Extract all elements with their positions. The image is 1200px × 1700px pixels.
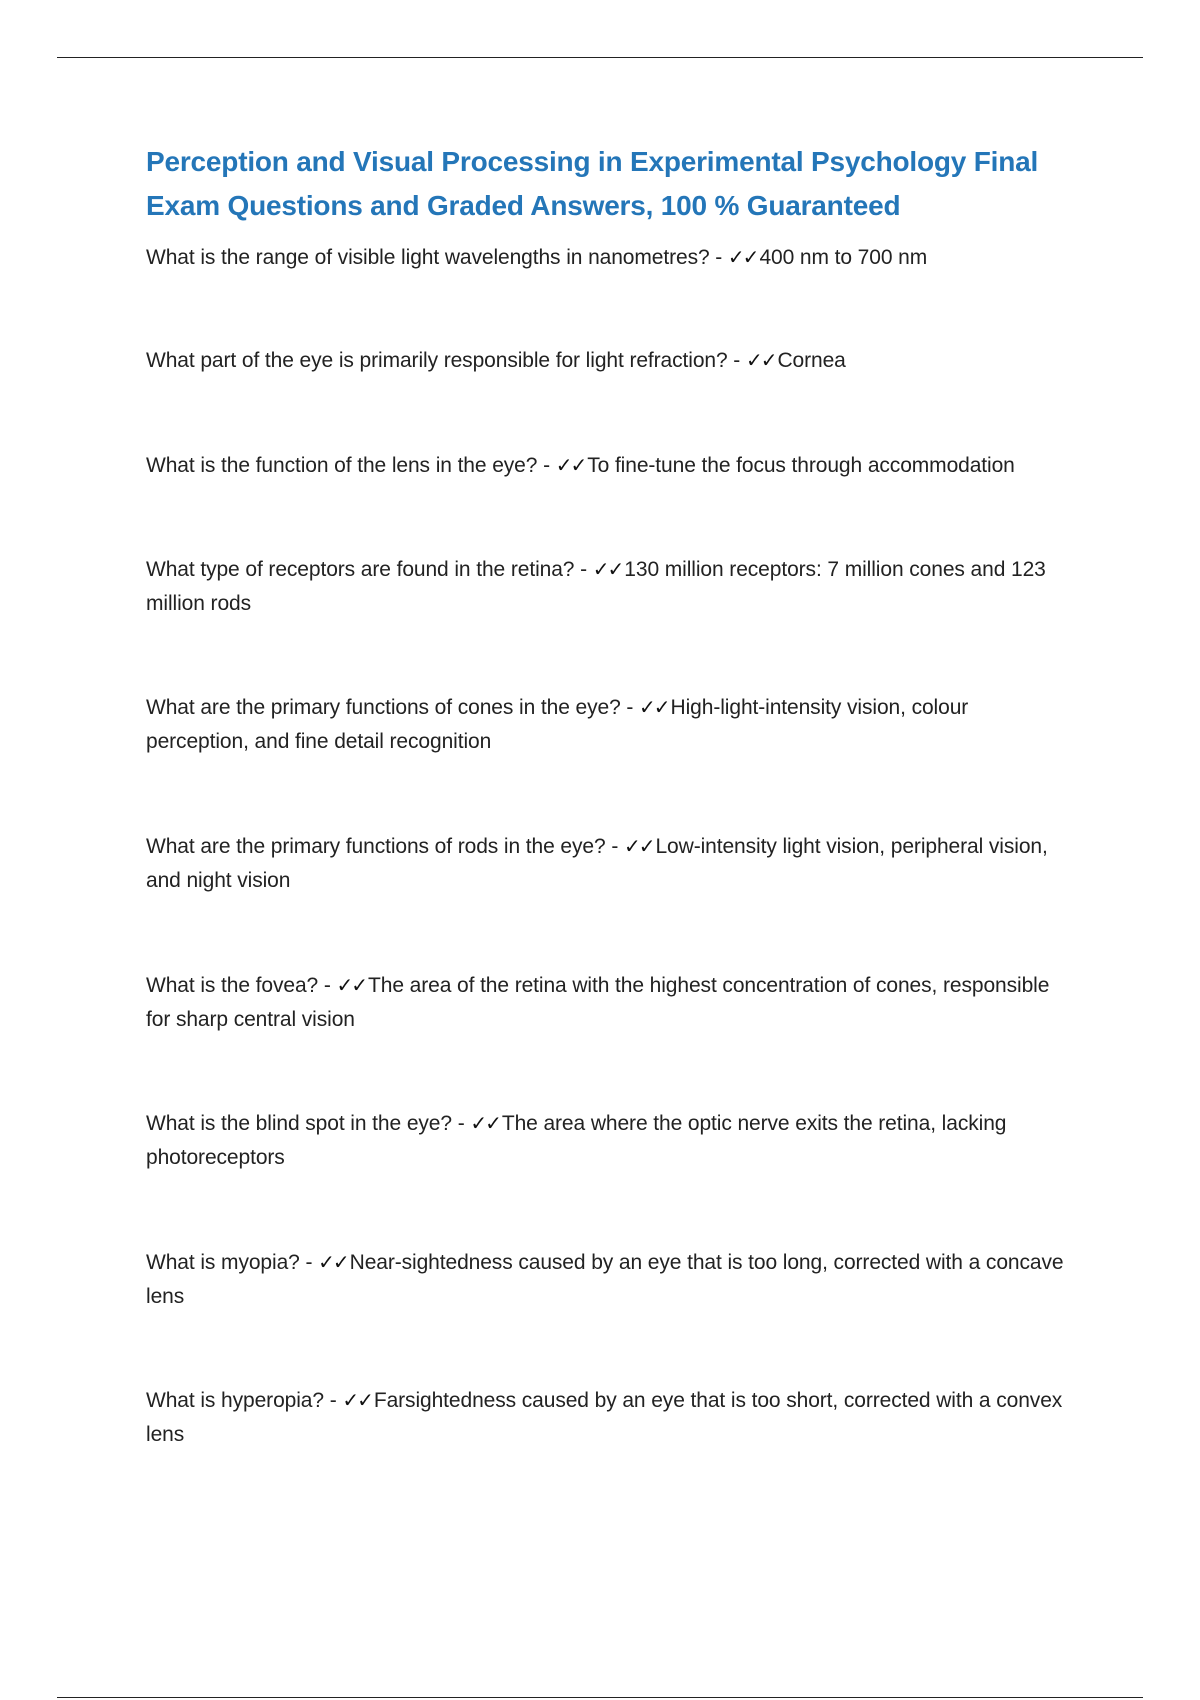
- document-title: Perception and Visual Processing in Experimental Psychology Final Exam Questions and Graded Answers, 100 % Guaranteed: [146, 146, 1039, 221]
- answer-text: The area where the optic nerve exits the retina, lacking photoreceptors: [146, 1112, 1007, 1169]
- question-text: What are the primary functions of rods in the eye?: [146, 835, 606, 858]
- question-text: What is the blind spot in the eye?: [146, 1112, 452, 1135]
- qa-item-9: [146, 1245, 1076, 1314]
- document-body: [146, 140, 1076, 1452]
- double-check-icon: ✓✓: [623, 834, 654, 858]
- answer-text: Near-sightedness caused by an eye that is too long, corrected with a concave lens: [146, 1251, 1064, 1308]
- double-check-icon: ✓✓: [342, 1388, 372, 1412]
- answer-text: Cornea: [777, 349, 846, 372]
- answer-text: Farsightedness caused by an eye that is too short, corrected with a convex lens: [146, 1389, 1063, 1446]
- top-rule: [57, 57, 1143, 58]
- separator: -: [620, 696, 640, 719]
- question-text: What part of the eye is primarily responsible for light refraction?: [146, 349, 728, 372]
- separator: -: [709, 246, 728, 269]
- double-check-icon: ✓✓: [555, 453, 586, 477]
- separator: -: [605, 835, 624, 858]
- question-text: What are the primary functions of cones in the eye?: [146, 696, 621, 719]
- question-text: What is the fovea?: [146, 974, 319, 997]
- answer-text: Low-intensity light vision, peripheral vision, and night vision: [146, 835, 1048, 892]
- question-text: What is the range of visible light wavelengths in nanometres?: [146, 246, 710, 269]
- double-check-icon: ✓✓: [336, 973, 367, 997]
- question-text: What is myopia?: [146, 1251, 300, 1274]
- qa-item-7: [146, 968, 1076, 1037]
- qa-item-10: [146, 1383, 1076, 1452]
- qa-list: [146, 240, 1076, 1452]
- qa-item-5: [146, 690, 1076, 759]
- qa-item-3: [146, 448, 1076, 483]
- double-check-icon: ✓✓: [592, 557, 623, 581]
- answer-text: 130 million receptors: 7 million cones and 123 million rods: [146, 558, 1046, 615]
- double-check-icon: ✓✓: [727, 245, 758, 269]
- double-check-icon: ✓✓: [318, 1250, 348, 1274]
- qa-item-8: [146, 1106, 1076, 1175]
- separator: -: [323, 1389, 343, 1412]
- bottom-rule: [57, 1697, 1143, 1698]
- separator: -: [451, 1112, 471, 1135]
- qa-item-4: [146, 552, 1076, 621]
- separator: -: [318, 974, 337, 997]
- answer-text: The area of the retina with the highest concentration of cones, responsible for sharp central vision: [146, 974, 1050, 1031]
- double-check-icon: ✓✓: [639, 695, 669, 719]
- separator: -: [574, 558, 593, 581]
- qa-item-1: [146, 240, 1076, 275]
- double-check-icon: ✓✓: [745, 348, 776, 372]
- answer-text: To fine-tune the focus through accommodation: [587, 454, 1015, 477]
- qa-item-2: [146, 343, 1076, 378]
- question-text: What type of receptors are found in the retina?: [146, 558, 575, 581]
- question-text: What is the function of the lens in the eye?: [146, 454, 538, 477]
- qa-item-6: [146, 829, 1076, 898]
- double-check-icon: ✓✓: [470, 1111, 500, 1135]
- answer-text: 400 nm to 700 nm: [759, 246, 928, 269]
- separator: -: [299, 1251, 319, 1274]
- question-text: What is hyperopia?: [146, 1389, 324, 1412]
- answer-text: High-light-intensity vision, colour perception, and fine detail recognition: [146, 696, 969, 753]
- separator: -: [537, 454, 556, 477]
- separator: -: [727, 349, 746, 372]
